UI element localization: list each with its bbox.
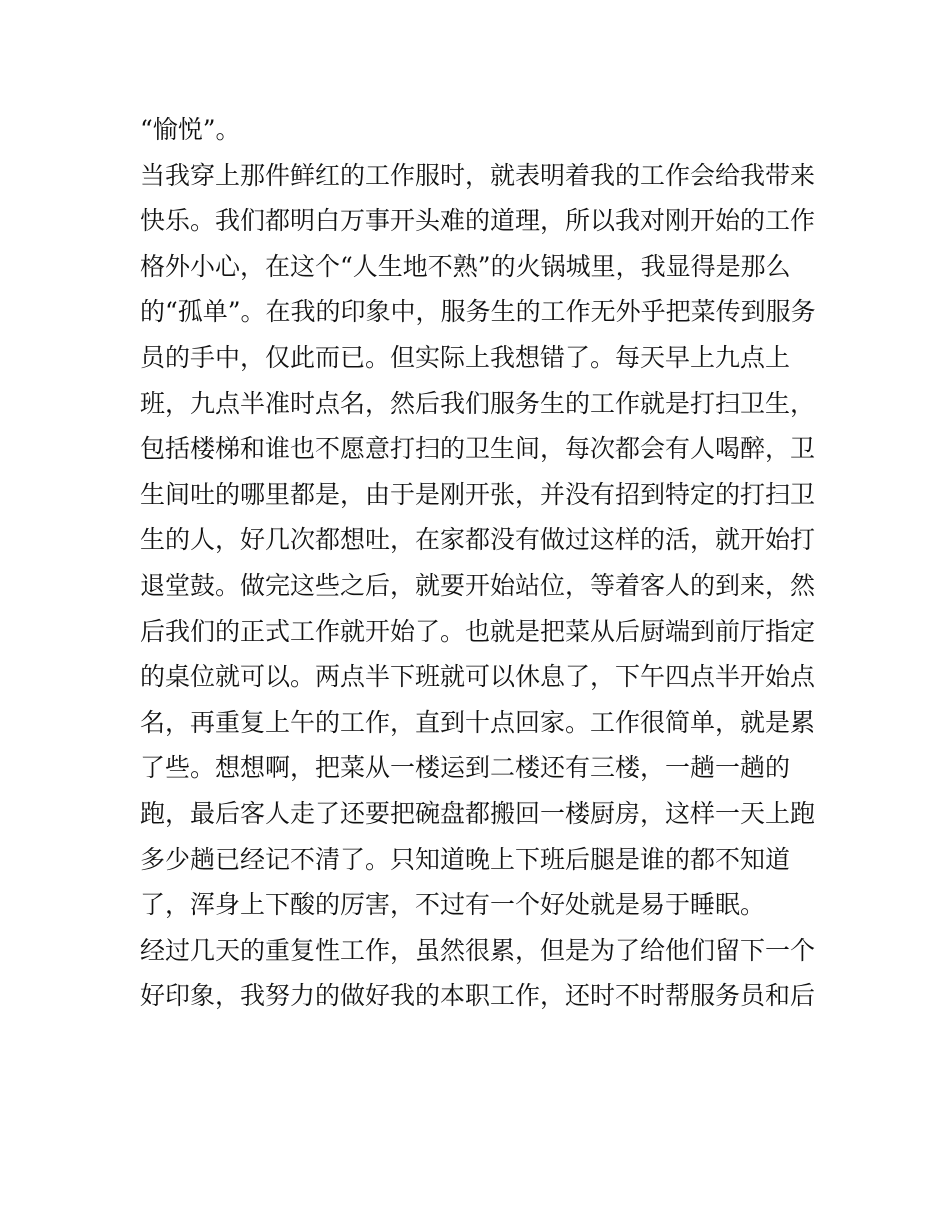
text-line: 生间吐的哪里都是，由于是刚开张，并没有招到特定的打扫卫 — [140, 479, 816, 509]
text-line: 包括楼梯和谁也不愿意打扫的卫生间，每次都会有人喝醉，卫 — [140, 434, 816, 464]
text-line: 当我穿上那件鲜红的工作服时，就表明着我的工作会给我带来 — [140, 160, 816, 190]
text-line: 员的手中，仅此而已。但实际上我想错了。每天早上九点上 — [140, 342, 791, 372]
text-line: 后我们的正式工作就开始了。也就是把菜从后厨端到前厅指定 — [140, 616, 816, 646]
body-text — [140, 107, 820, 1019]
text-line: 了些。想想啊，把菜从一楼运到二楼还有三楼，一趟一趟的 — [140, 753, 791, 783]
text-line: “愉悦”。 — [140, 115, 241, 144]
text-line: 快乐。我们都明白万事开头难的道理，所以我对刚开始的工作 — [140, 206, 816, 236]
text-line: 退堂鼓。做完这些之后，就要开始站位，等着客人的到来，然 — [140, 570, 816, 600]
text-line: 生的人，好几次都想吐，在家都没有做过这样的活，就开始打 — [140, 525, 816, 555]
text-line: 的桌位就可以。两点半下班就可以休息了，下午四点半开始点 — [140, 662, 816, 692]
text-line: 经过几天的重复性工作，虽然很累，但是为了给他们留下一个 — [140, 935, 816, 965]
text-line: 班，九点半准时点名，然后我们服务生的工作就是打扫卫生， — [140, 388, 816, 418]
text-line: 跑，最后客人走了还要把碗盘都搬回一楼厨房，这样一天上跑 — [140, 798, 816, 828]
text-line: 好印象，我努力的做好我的本职工作，还时不时帮服务员和后 — [140, 981, 816, 1011]
text-line: 格外小心，在这个“人生地不熟”的火锅城里，我显得是那么 — [140, 251, 791, 281]
text-line: 的“孤单”。在我的印象中，服务生的工作无外乎把菜传到服务 — [140, 297, 816, 327]
text-line: 名，再重复上午的工作，直到十点回家。工作很简单，就是累 — [140, 707, 816, 737]
text-line: 多少趟已经记不清了。只知道晚上下班后腿是谁的都不知道 — [140, 844, 791, 874]
text-line: 了，浑身上下酸的厉害，不过有一个好处就是易于睡眠。 — [140, 890, 766, 920]
